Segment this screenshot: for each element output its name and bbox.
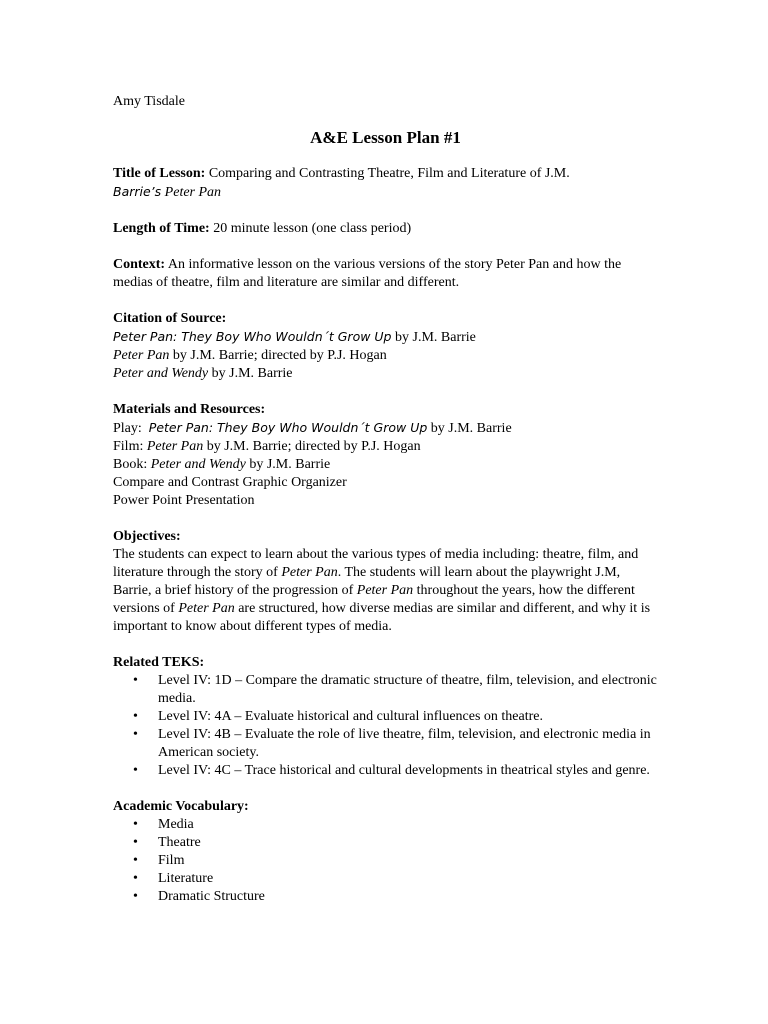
vocabulary-item: • Dramatic Structure [113, 888, 658, 906]
context-paragraph [113, 256, 658, 292]
materials-book-title: Peter and Wendy [150, 457, 246, 472]
lesson-title-line-2 [113, 183, 658, 202]
teks-item: • Level IV: 4A – Evaluate historical and cultural influences on theatre. [113, 708, 658, 726]
materials-section [113, 401, 658, 510]
materials-film-title: Peter Pan [146, 439, 204, 454]
author-name: Amy Tisdale [113, 94, 185, 109]
vocabulary-list [113, 816, 658, 906]
materials-play-title: Peter Pan: They Boy Who Wouldn´t Grow Up [148, 420, 428, 435]
objectives-peter-pan-3: Peter Pan [178, 601, 235, 616]
vocabulary-item: • Literature [113, 870, 658, 888]
teks-list [113, 672, 658, 780]
objectives-text-3: throughout the years, how the different versions of [113, 583, 635, 616]
materials-film [113, 438, 658, 456]
lesson-title-peter-pan: Peter Pan [164, 185, 222, 200]
length-line [113, 220, 658, 238]
vocabulary-item: • Theatre [113, 834, 658, 852]
vocabulary-item: • Film [113, 852, 658, 870]
lesson-title-label: Title of Lesson: [113, 166, 206, 181]
teks-label: Related TEKS: [113, 655, 205, 670]
materials-book-prefix: Book: [113, 457, 151, 472]
objectives-paragraph [113, 546, 658, 636]
materials-label: Materials and Resources: [113, 402, 266, 417]
objectives-text-2: . The students will learn about the playwright J.M, Barrie, a brief history of the progression of [113, 565, 621, 598]
context-text: An informative lesson on the various versions of the story Peter Pan and how the medias of theatre, film and literature are similar and different. [113, 257, 622, 290]
objectives-peter-pan-1: Peter Pan [281, 565, 338, 580]
teks-item: • Level IV: 1D – Compare the dramatic structure of theatre, film, television, and electronic media. [113, 672, 658, 708]
materials-play [113, 419, 658, 438]
length-label: Length of Time: [113, 221, 210, 236]
objectives-label: Objectives: [113, 529, 181, 544]
vocabulary-label: Academic Vocabulary: [113, 799, 249, 814]
context-section [113, 256, 658, 292]
materials-book-author: by J.M. Barrie [245, 457, 331, 472]
citation-title: Peter and Wendy [113, 366, 209, 381]
materials-organizer: Compare and Contrast Graphic Organizer [113, 475, 347, 490]
materials-play-author: by J.M. Barrie [427, 421, 512, 436]
materials-film-prefix: Film: [113, 439, 147, 454]
length-section [113, 220, 658, 238]
objectives-text-1: The students can expect to learn about the various types of media including: theatre, film, and literature through the story of [113, 547, 639, 580]
objectives-text-4: are structured, how diverse medias are similar and different, and why it is important to know about different types of media. [113, 601, 651, 634]
lesson-title-barrie: Barrie’s [113, 184, 162, 199]
context-label: Context: [113, 257, 166, 272]
document-title: A&E Lesson Plan #1 [310, 128, 461, 147]
citation-author: by J.M. Barrie [391, 330, 476, 345]
materials-presentation: Power Point Presentation [113, 493, 255, 508]
citation-label: Citation of Source: [113, 311, 227, 326]
citation-title: Peter Pan [113, 348, 170, 363]
teks-item: • Level IV: 4C – Trace historical and cultural developments in theatrical styles and genre. [113, 762, 658, 780]
teks-item: • Level IV: 4B – Evaluate the role of live theatre, film, television, and electronic media in American society. [113, 726, 658, 762]
lesson-title-text: Comparing and Contrasting Theatre, Film and Literature of J.M. [208, 166, 570, 181]
citation-item [113, 328, 658, 347]
length-text: 20 minute lesson (one class period) [213, 221, 412, 236]
citation-item [113, 365, 658, 383]
citation-section [113, 310, 658, 383]
citation-author: by J.M. Barrie; directed by P.J. Hogan [169, 348, 387, 363]
objectives-peter-pan-2: Peter Pan [356, 583, 414, 598]
lesson-title-line-1 [113, 165, 658, 183]
document-page [113, 93, 658, 906]
vocabulary-section [113, 798, 658, 906]
materials-book [113, 456, 658, 474]
vocabulary-item: • Media [113, 816, 658, 834]
citation-item [113, 347, 658, 365]
lesson-title-section [113, 165, 658, 202]
materials-play-prefix: Play: [113, 421, 149, 436]
materials-film-author: by J.M. Barrie; directed by P.J. Hogan [203, 439, 421, 454]
teks-section [113, 654, 658, 780]
objectives-section [113, 528, 658, 636]
citation-author: by J.M. Barrie [208, 366, 293, 381]
citation-title: Peter Pan: They Boy Who Wouldn´t Grow Up [113, 329, 392, 344]
